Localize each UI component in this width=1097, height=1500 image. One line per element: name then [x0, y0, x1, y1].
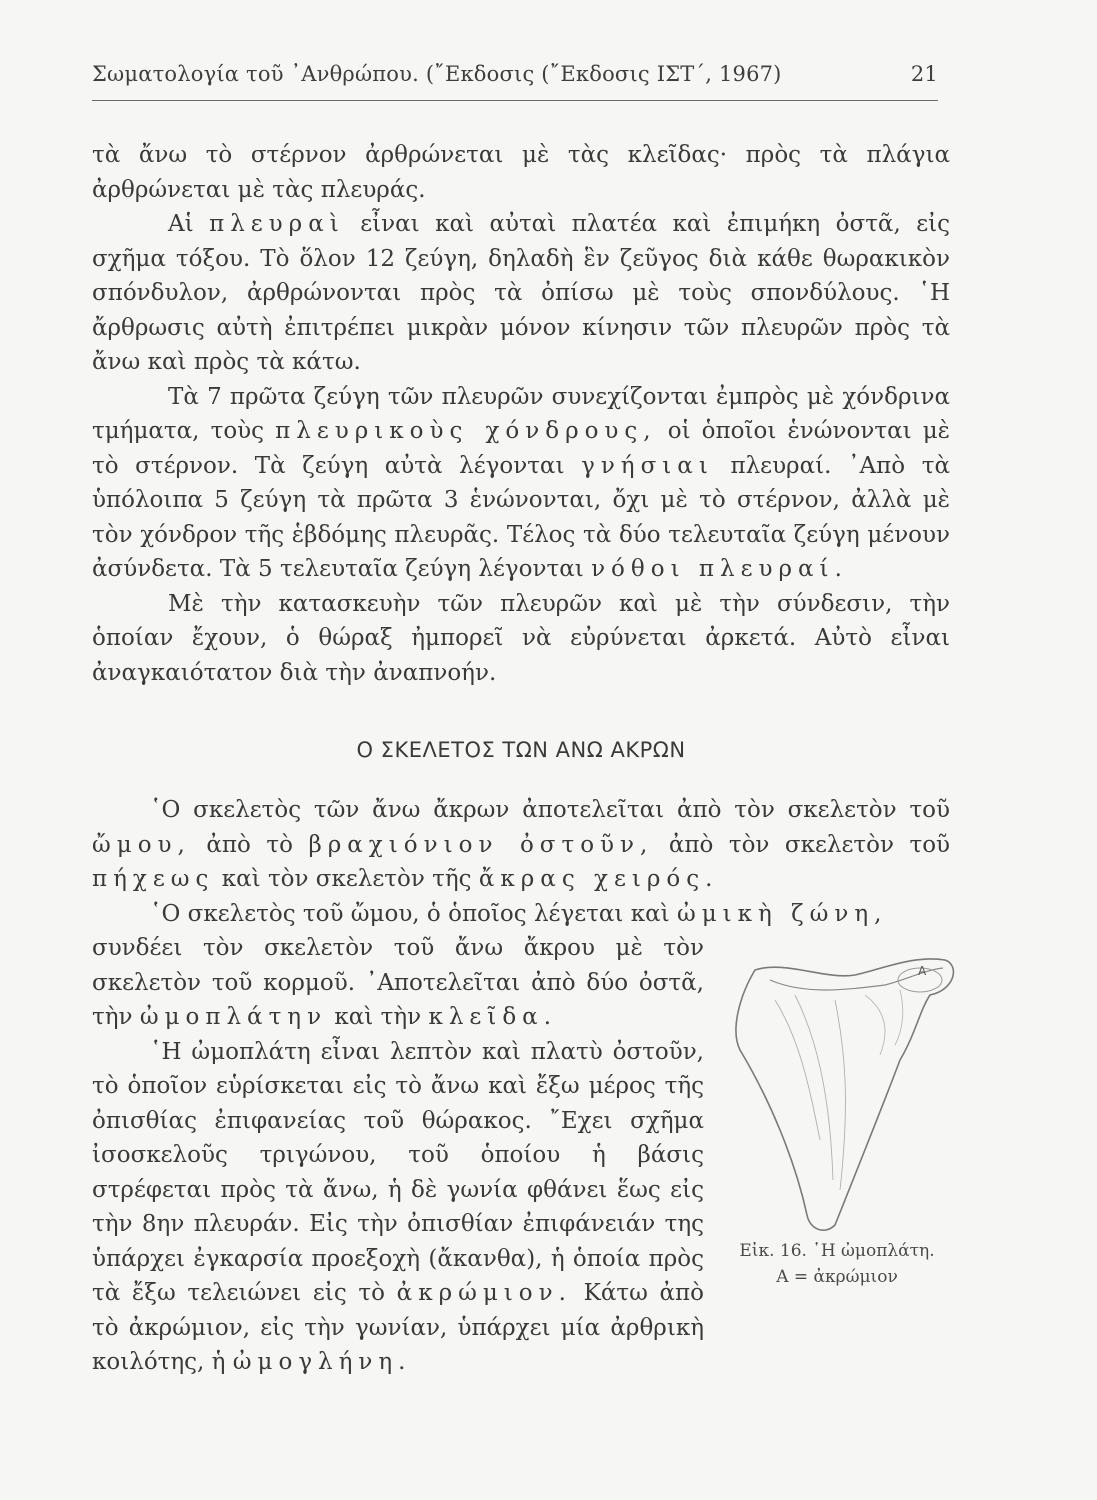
running-header: [92, 62, 938, 102]
spaced-term: ἀκρώμιον.: [396, 1280, 572, 1306]
paragraph: Αἱ πλευραὶ εἶναι καὶ αὐταὶ πλατέα καὶ ἐπιμήκη ὀστᾶ, εἰς σχῆμα τόξου. Τὸ ὅλον 12 ζεύγη, δηλαδὴ ἓν ζεῦγος διὰ κάθε θωρακικὸν σπόνδυλον, ἀρθρώνονται πρὸς τὰ ὀπίσω μὲ τοὺς σπονδύλους. ῾Η ἄρθρωσις αὐτὴ ἐπιτρέπει μικρὰν μόνον κίνησιν τῶν πλευρῶν πρὸς τὰ ἄνω καὶ πρὸς τὰ κάτω.: [92, 211, 951, 375]
scapula-figure: [715, 940, 965, 1240]
spaced-term: ὠμοπλάτην: [139, 1004, 328, 1030]
paragraph: ῾Ο σκελετὸς τῶν ἄνω ἄκρων ἀποτελεῖται ἀπὸ τὸν σκελετὸν τοῦ ὤμου, ἀπὸ τὸ βραχιόνιον ὀστοῦν, ἀπὸ τὸν σκελετὸν τοῦ πήχεως καὶ τὸν σκελετὸν τῆς ἄκρας χειρός.: [92, 797, 951, 892]
paragraph: ῾Η ὠμοπλάτη εἶναι λεπτὸν καὶ πλατὺ ὀστοῦν, τὸ ὁποῖον εὑρίσκεται εἰς τὸ ἄνω καὶ ἔξω μέρος τῆς ὀπισθίας ἐπιφανείας τοῦ θώρακος. ῎Εχει σχῆμα ἰσοσκελοῦς τριγώνου, τοῦ ὁποίου ἡ βάσις στρέφεται πρὸς τὰ ἄνω, ἡ δὲ γωνία φθάνει ἕως εἰς τὴν 8ην πλευράν. Εἰς τὴν ὀπισθίαν ἐπιφάνειάν της ὑπάρχει ἐγκαρσία προεξοχὴ (ἄκανθα), ἡ ὁποία πρὸς τὰ ἔξω τελειώνει εἰς τὸ ἀκρώμιον. Κάτω ἀπὸ τὸ ἀκρώμιον, εἰς τὴν γωνίαν, ὑπάρχει μία ἀρθρικὴ κοιλότης, ἡ ὠμογλήνη.: [92, 1038, 705, 1375]
paragraph: ῾Ο σκελετὸς τοῦ ὤμου, ὁ ὁποῖος λέγεται καὶ ὠμικὴ ζώνη,: [150, 900, 888, 927]
spaced-term: πλευρικοὺς χόνδρους,: [275, 418, 657, 444]
spaced-term: ὠμογλήνη.: [232, 1349, 412, 1375]
page-number: 21: [910, 62, 938, 86]
text-beside-figure: [92, 931, 704, 1380]
spaced-term: ὤμου,: [92, 831, 191, 858]
scapula-illustration: [715, 940, 965, 1240]
body-text: [92, 138, 950, 690]
scapula-outline: [736, 959, 953, 1230]
spaced-term: πήχεως: [92, 866, 215, 892]
header-rule: [92, 100, 938, 101]
figure-label-a: A: [918, 964, 927, 978]
spaced-term: ἄκρας χειρός.: [478, 866, 719, 892]
paragraph: Μὲ τὴν κατασκευὴν τῶν πλευρῶν καὶ μὲ τὴν σύνδεσιν, τὴν ὁποίαν ἔχουν, ὁ θώραξ ἠμπορεῖ νὰ εὐρύνεται ἀρκετά. Αὐτὸ εἶναι ἀναγκαιότατον διὰ τὴν ἀναπνοήν.: [92, 590, 950, 686]
spaced-term: γνήσιαι: [581, 452, 714, 479]
section-heading: Ο ΣΚΕΛΕΤΟΣ ΤΩΝ ΑΝΩ ΑΚΡΩΝ: [356, 738, 686, 762]
spaced-term: ὠμικὴ ζώνη,: [676, 900, 888, 927]
scapula-hatching: [865, 990, 903, 1055]
figure-caption: Εἰκ. 16. ῾Η ὠμοπλάτη. Α = ἀκρώμιον: [739, 1241, 935, 1287]
paragraph: τὰ ἄνω τὸ στέρνον ἀρθρώνεται μὲ τὰς κλεῖδας· πρὸς τὰ πλάγια ἀρθρώνεται μὲ τὰς πλευράς.: [92, 142, 950, 203]
scapula-shading: [775, 995, 845, 1190]
spaced-term: κλεῖδα.: [428, 1004, 558, 1030]
spaced-term: πλευραὶ: [209, 211, 345, 237]
paragraph: Τὰ 7 πρῶτα ζεύγη τῶν πλευρῶν συνεχίζονται ἐμπρὸς μὲ χόνδρινα τμήματα, τοὺς πλευρικοὺς χόνδρους, οἱ ὁποῖοι ἑνώνονται μὲ τὸ στέρνον. Τὰ ζεύγη αὐτὰ λέγονται γνήσιαι πλευραί. ᾿Απὸ τὰ ὑπόλοιπα 5 ζεύγη τὰ πρῶτα 3 ἑνώνονται, ὄχι μὲ τὸ στέρνον, ἀλλὰ μὲ τὸν χόνδρον τῆς ἑβδόμης πλευρᾶς. Τέλος τὰ δύο τελευταῖα ζεύγη μένουν ἀσύνδετα. Τὰ 5 τελευταῖα ζεύγη λέγονται νόθοι πλευραί.: [92, 383, 951, 582]
paragraph-cont: συνδέει τὸν σκελετὸν τοῦ ἄνω ἄκρου μὲ τὸν σκελετὸν τοῦ κορμοῦ. ᾿Αποτελεῖται ἀπὸ δύο ὀστᾶ, τὴν ὠμοπλάτην καὶ τὴν κλεῖδα.: [92, 935, 704, 1030]
spaced-term: βραχιόνιον ὀστοῦν,: [308, 831, 654, 858]
spaced-term: νόθοι πλευραί.: [591, 556, 848, 582]
running-title: Σωματολογία τοῦ ᾿Ανθρώπου. (῎Εκδοσις (῎Εκδοσις ΙΣΤ΄, 1967): [92, 62, 782, 86]
